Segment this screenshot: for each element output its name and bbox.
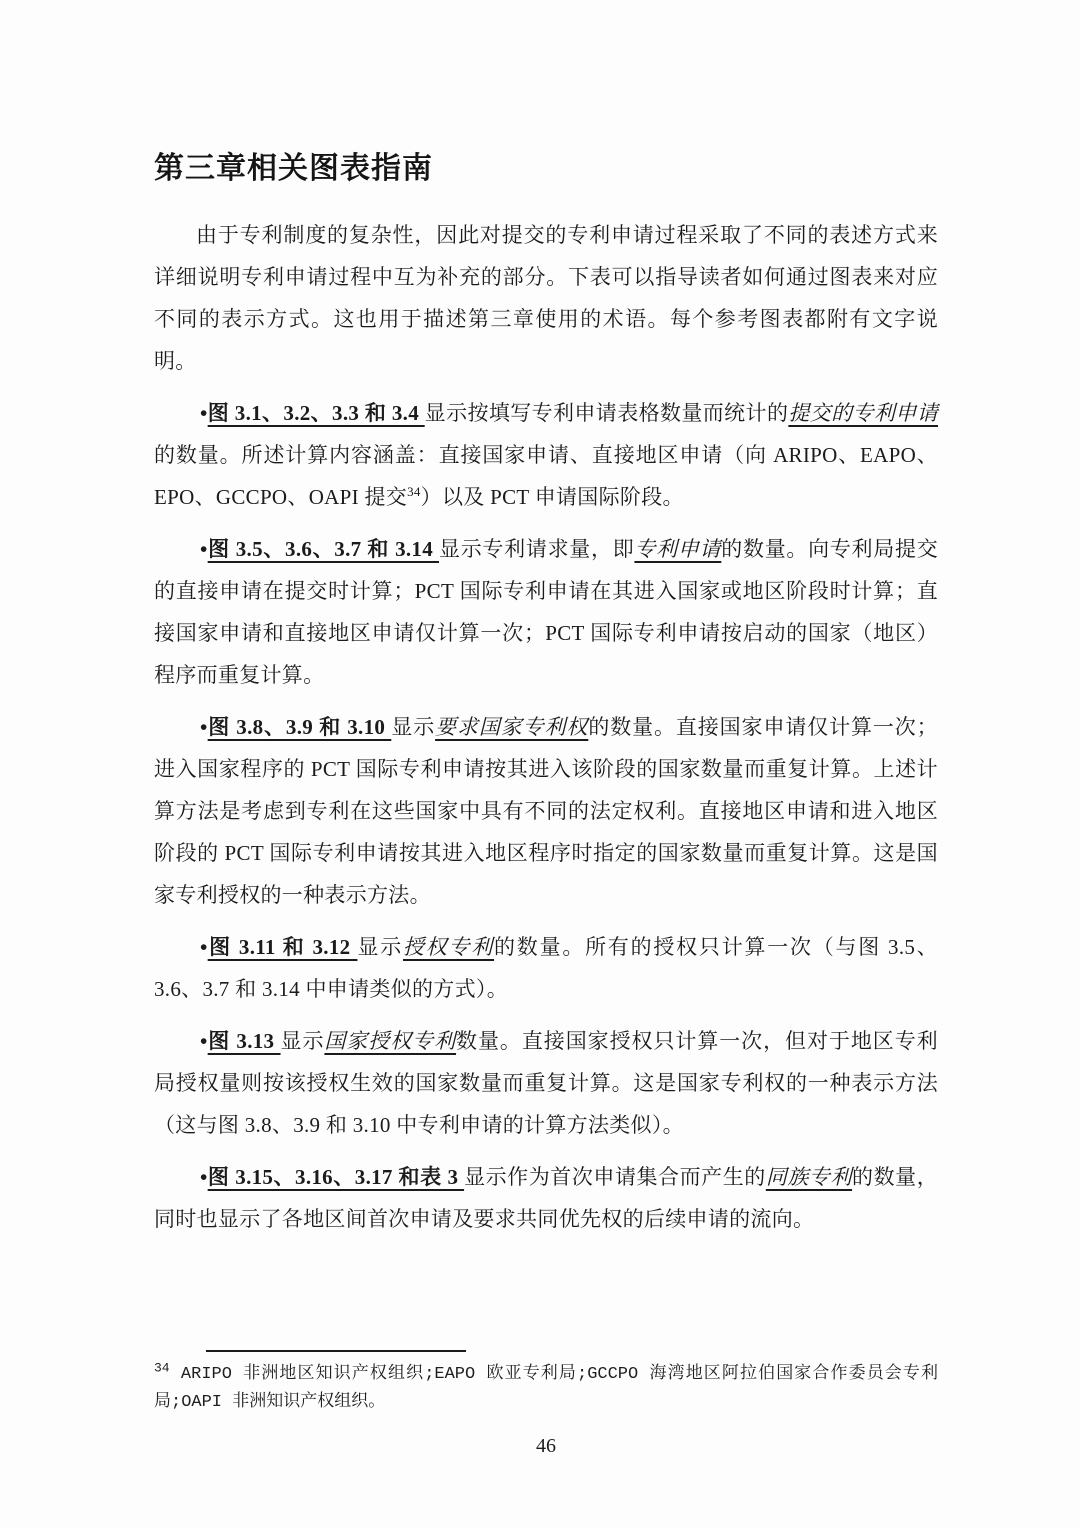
bullet-item-figures-3-8-to-3-10: •图 3.8、3.9 和 3.10 显示要求国家专利权的数量。直接国家申请仅计算一次；进入国家程序的 PCT 国际专利申请按其进入该阶段的国家数量而重复计算。上述计算方法是考虑到专利在这些国家中具有不同的法定权利。直接地区申请和进入地区阶段的 PCT 国际专利申请按其进入地区程序时指定的国家数量而重复计算。这是国家专利授权的一种表示方法。 (154, 715, 938, 907)
bullet-item-figures-3-5-to-3-14: •图 3.5、3.6、3.7 和 3.14 显示专利请求量，即专利申请的数量。向专利局提交的直接申请在提交时计算；PCT 国际专利申请在其进入国家或地区阶段时计算；直接国家申请和直接地区申请仅计算一次；PCT 国际专利申请按启动的国家（地区）程序而重复计算。 (154, 537, 938, 687)
page-number: 46 (536, 1435, 556, 1457)
page-title: 第三章相关图表指南 (154, 152, 433, 185)
bullet-item-figures-3-1-to-3-4: •图 3.1、3.2、3.3 和 3.4 显示按填写专利申请表格数量而统计的提交的专利申请的数量。所述计算内容涵盖：直接国家申请、直接地区申请（向 ARIPO、EAPO、EPO、GCCPO、OAPI 提交$^{34}$）以及 PCT 申请国际阶段。 (154, 401, 938, 509)
bullet-item-figure-3-13: •图 3.13 显示国家授权专利数量。直接国家授权只计算一次，但对于地区专利局授权量则按该授权生效的国家数量而重复计算。这是国家专利权的一种表示方法（这与图 3.8、3.9 和 3.10 中专利申请的计算方法类似）。 (154, 1029, 938, 1137)
bullet-item-figures-3-11-to-3-12: •图 3.11 和 3.12 显示授权专利的数量。所有的授权只计算一次（与图 3.5、3.6、3.7 和 3.14 中申请类似的方式）。 (154, 935, 938, 1001)
bullet-item-figures-3-15-and-table-3: •图 3.15、3.16、3.17 和表 3 显示作为首次申请集合而产生的同族专利的数量，同时也显示了各地区间首次申请及要求共同优先权的后续申请的流向。 (154, 1165, 939, 1231)
intro-paragraph: 由于专利制度的复杂性，因此对提交的专利申请过程采取了不同的表述方式来详细说明专利申请过程中互为补充的部分。下表可以指导读者如何通过图表来对应不同的表示方式。这也用于描述第三章使用的术语。每个参考图表都附有文字说明。 (154, 223, 938, 373)
footer-area (154, 1350, 938, 1458)
footnote-text: $^{34}$ ARIPO 非洲地区知识产权组织;EAPO 欧亚专利局;GCCPO 海湾地区阿拉伯国家合作委员会专利局;OAPI 非洲知识产权组织。 (154, 1360, 938, 1412)
footnote-separator (206, 1350, 466, 1352)
body-text (154, 214, 938, 1240)
